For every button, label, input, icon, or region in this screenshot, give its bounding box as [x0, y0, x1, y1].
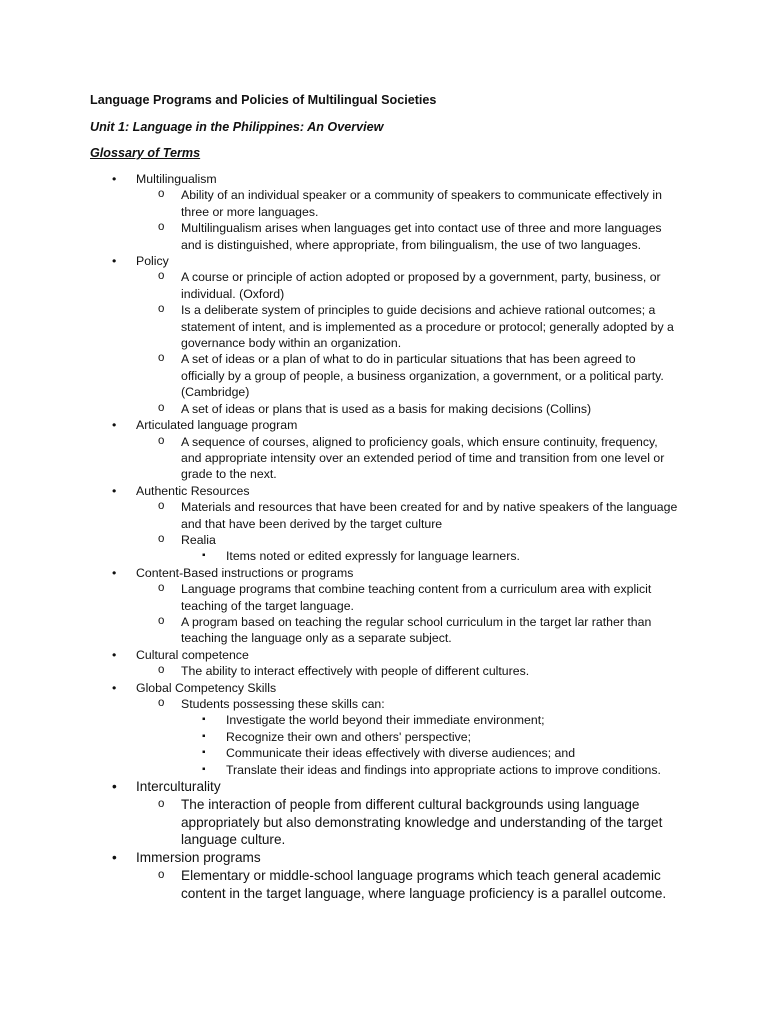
definition-item	[0, 867, 768, 903]
definition-list	[0, 663, 768, 679]
definition-item	[0, 663, 768, 679]
glossary-term	[0, 483, 768, 565]
definition-item	[0, 187, 768, 220]
definition-text: o Students possessing these skills can:	[0, 696, 768, 712]
glossary-term	[0, 417, 768, 483]
term-name: • Content-Based instructions or programs	[0, 565, 768, 581]
definition-text: o Realia	[0, 532, 768, 548]
definition-item	[0, 351, 768, 400]
definition-list	[0, 187, 768, 253]
definition-list	[0, 796, 768, 849]
definition-item	[0, 581, 768, 614]
definition-text: o The ability to interact effectively with people of different cultures.	[0, 663, 768, 679]
term-name: • Articulated language program	[0, 417, 768, 433]
definition-item	[0, 302, 768, 351]
term-name: • Cultural competence	[0, 647, 768, 663]
unit-heading: Unit 1: Language in the Philippines: An Overview	[90, 120, 384, 134]
sub-item: ▪ Translate their ideas and findings into appropriate actions to improve conditions.	[0, 762, 768, 778]
definition-text: o A program based on teaching the regular school curriculum in the target lar rather than teaching the language only as a separate subject.	[0, 614, 768, 647]
term-name: • Authentic Resources	[0, 483, 768, 499]
glossary-term	[0, 565, 768, 647]
definition-list	[0, 696, 768, 778]
glossary-list	[0, 171, 768, 903]
definition-item	[0, 614, 768, 647]
definition-item	[0, 401, 768, 417]
glossary-term	[0, 647, 768, 680]
definition-item	[0, 796, 768, 849]
term-name: • Multilingualism	[0, 171, 768, 187]
glossary-term	[0, 171, 768, 253]
definition-list	[0, 499, 768, 565]
definition-text: o A set of ideas or plans that is used as a basis for making decisions (Collins)	[0, 401, 768, 417]
term-name: • Interculturality	[0, 778, 768, 796]
term-name: • Policy	[0, 253, 768, 269]
definition-text: o Multilingualism arises when languages get into contact use of three and more languages and is distinguished, where appropriate, from bilingualism, the use of two languages.	[0, 220, 768, 253]
glossary-term	[0, 849, 768, 902]
definition-text: o Ability of an individual speaker or a community of speakers to communicate effectively in three or more languages.	[0, 187, 768, 220]
definition-item	[0, 532, 768, 565]
definition-list	[0, 434, 768, 483]
definition-text: o Materials and resources that have been created for and by native speakers of the language and that have been derived by the target culture	[0, 499, 768, 532]
term-name: • Immersion programs	[0, 849, 768, 867]
definition-text: o Elementary or middle-school language programs which teach general academic content in the target language, where language proficiency is a parallel outcome.	[0, 867, 768, 903]
definition-text: o A course or principle of action adopted or proposed by a government, party, business, or individual. (Oxford)	[0, 269, 768, 302]
definition-item	[0, 499, 768, 532]
definition-item	[0, 269, 768, 302]
sub-item-list	[0, 548, 768, 564]
definition-text: o A set of ideas or a plan of what to do in particular situations that has been agreed to officially by a group of people, a business organization, a government, or a political party. (Cambridge)	[0, 351, 768, 400]
definition-text: o A sequence of courses, aligned to proficiency goals, which ensure continuity, frequency, and appropriate intensity over an extended period of time and transition from one level or grade to the next.	[0, 434, 768, 483]
glossary-term	[0, 778, 768, 849]
sub-item: ▪ Communicate their ideas effectively with diverse audiences; and	[0, 745, 768, 761]
definition-list	[0, 269, 768, 417]
sub-item: ▪ Investigate the world beyond their immediate environment;	[0, 712, 768, 728]
sub-item: ▪ Recognize their own and others' perspective;	[0, 729, 768, 745]
sub-item-list	[0, 712, 768, 778]
document-title: Language Programs and Policies of Multilingual Societies	[90, 93, 437, 107]
glossary-term	[0, 680, 768, 778]
definition-item	[0, 696, 768, 778]
definition-list	[0, 867, 768, 903]
glossary-heading: Glossary of Terms	[90, 146, 201, 160]
sub-item: ▪ Items noted or edited expressly for language learners.	[0, 548, 768, 564]
definition-item	[0, 434, 768, 483]
definition-text: o The interaction of people from different cultural backgrounds using language appropriately but also demonstrating knowledge and understanding of the target language culture.	[0, 796, 768, 849]
definition-text: o Language programs that combine teaching content from a curriculum area with explicit teaching of the target language.	[0, 581, 768, 614]
definition-item	[0, 220, 768, 253]
glossary-term	[0, 253, 768, 417]
term-name: • Global Competency Skills	[0, 680, 768, 696]
definition-text: o Is a deliberate system of principles to guide decisions and achieve rational outcomes; a statement of intent, and is implemented as a procedure or protocol; generally adopted by a governance body within an organization.	[0, 302, 768, 351]
definition-list	[0, 581, 768, 647]
